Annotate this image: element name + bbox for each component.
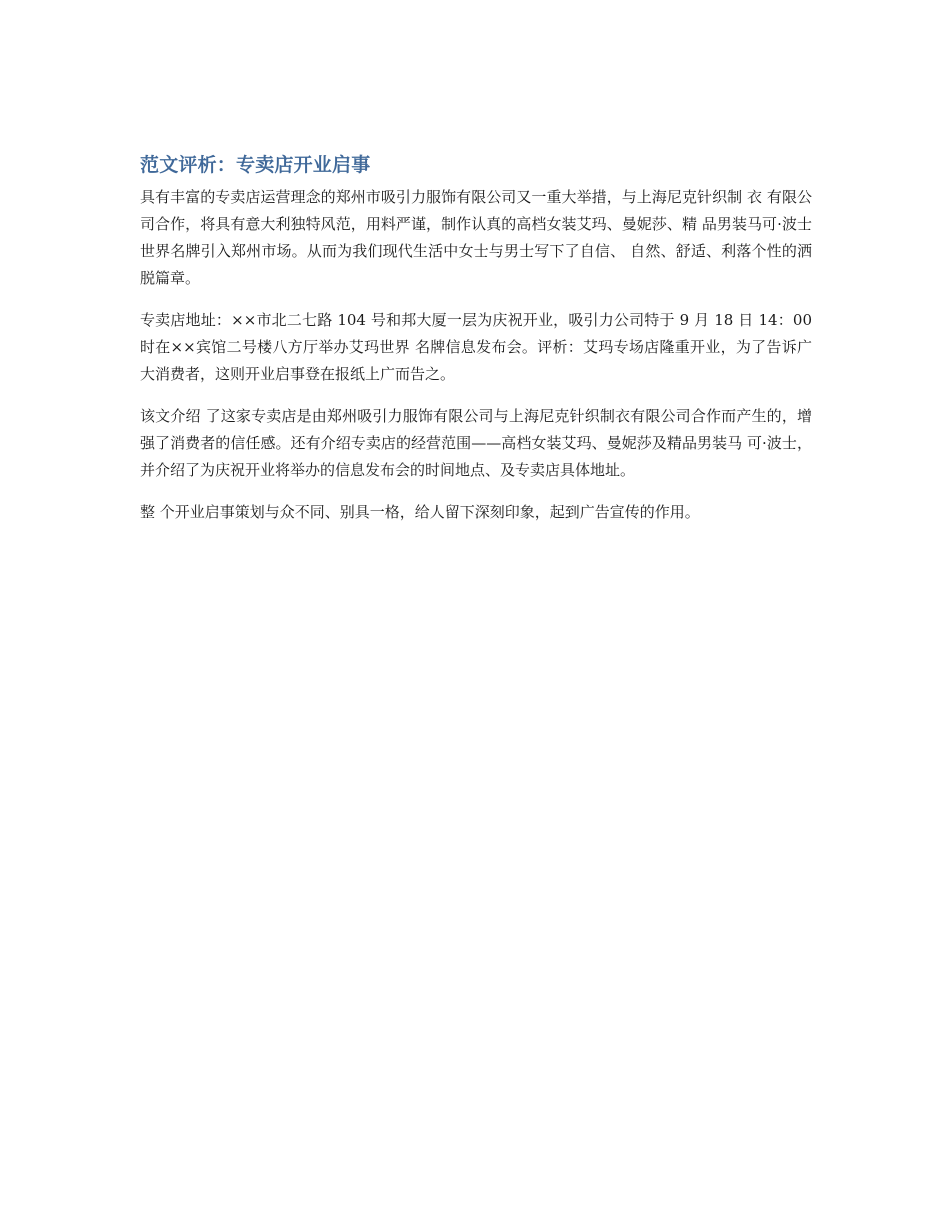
document-body (140, 150, 812, 541)
paragraph-intro: 具有丰富的专卖店运营理念的郑州市吸引力服饰有限公司又一重大举措，与上海尼克针织制 衣 有限公司合作，将具有意大利独特风范，用料严谨，制作认真的高档女装艾玛、曼妮莎、精 品男装马可·波士世界名牌引入郑州市场。从而为我们现代生活中女士与男士写下了自信、 自然、舒适、利落个性的洒脱篇章。 (140, 188, 812, 287)
paragraph-analysis: 该文介绍 了这家专卖店是由郑州吸引力服饰有限公司与上海尼克针织制衣有限公司合作而产生的，增 强了消费者的信任感。还有介绍专卖店的经营范围——高档女装艾玛、曼妮莎及精品男装马 可·波士，并介绍了为庆祝开业将举办的信息发布会的时间地点、及专卖店具体地址。 (140, 407, 812, 479)
paragraph-conclusion: 整 个开业启事策划与众不同、别具一格，给人留下深刻印象，起到广告宣传的作用。 (140, 503, 700, 521)
paragraph-address: 专卖店地址：××市北二七路 104 号和邦大厦一层为庆祝开业，吸引力公司特于 9 月 18 日 14：00 时在××宾馆二号楼八方厅举办艾玛世界 名牌信息发布会。评析：艾玛专场店隆重开业，为了告诉广大消费者，这则开业启事登在报纸上广而告之。 (140, 311, 812, 383)
document-title: 范文评析：专卖店开业启事 (140, 154, 371, 176)
